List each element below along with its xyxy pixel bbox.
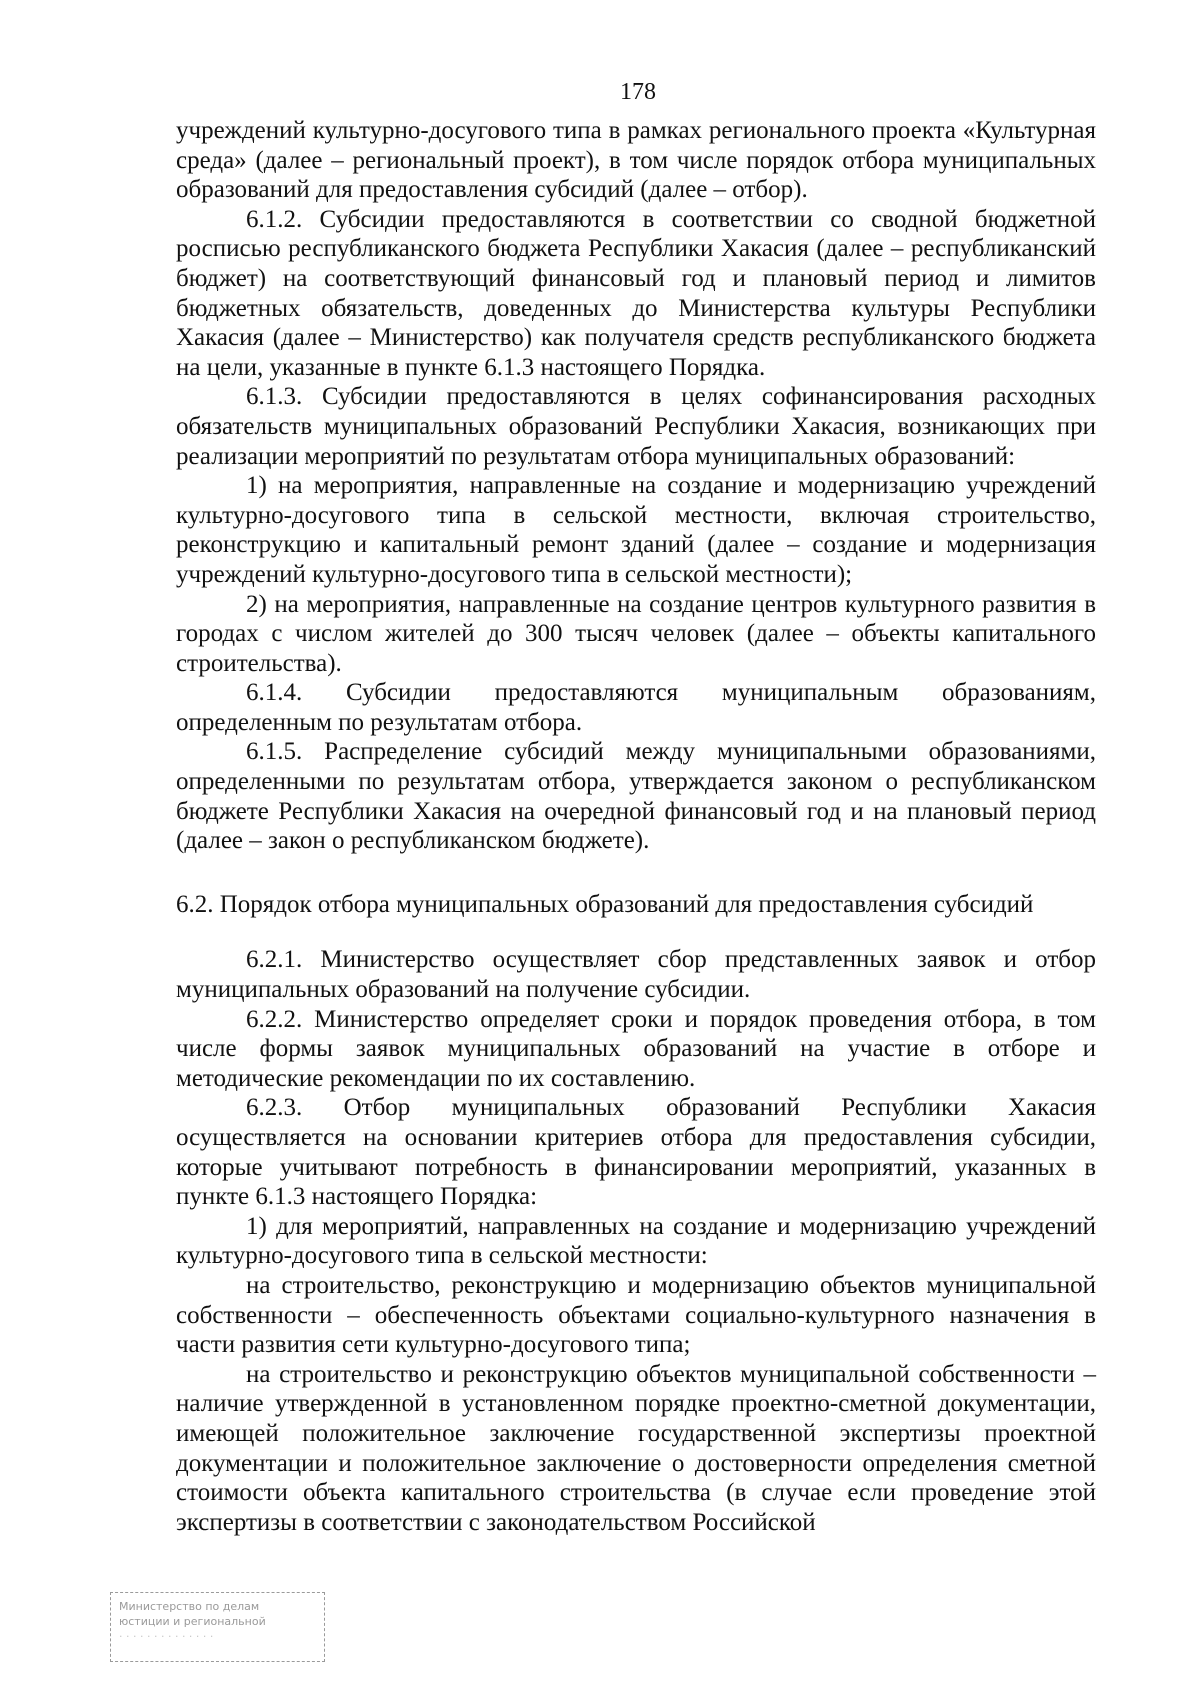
stamp-line-2: юстиции и региональной xyxy=(119,1615,266,1628)
paragraph-6-2-3-criterion-2: на строительство и реконструкцию объектов муниципальной собственности – наличие утвержденной в установленном порядке проектно-сметной документации, имеющей положительное заключение государственной экспертизы проектной документации и положительное заключение о достоверности определения сметной стоимости объекта капитального строительства (в случае если проведение этой экспертизы в соответствии с законодательством Российской xyxy=(176,1360,1096,1536)
paragraph-6-2-2: 6.2.2. Министерство определяет сроки и порядок проведения отбора, в том числе формы заявок муниципальных образований на участие в отборе и методические рекомендации по их составлению. xyxy=(176,1005,1096,1092)
paragraph-6-1-3: 6.1.3. Субсидии предоставляются в целях софинансирования расходных обязательств муниципальных образований Республики Хакасия, возникающих при реализации мероприятий по результатам отбора муниципальных образований: xyxy=(176,383,1096,470)
paragraph-6-2-3-criterion-1: на строительство, реконструкцию и модернизацию объектов муниципальной собственности – обеспеченность объектами социально-культурного назначения в части развития сети культурно-досугового типа; xyxy=(176,1271,1096,1359)
paragraph-6-2-1: 6.2.1. Министерство осуществляет сбор представленных заявок и отбор муниципальных образований на получение субсидии. xyxy=(176,946,1096,1004)
paragraph-6-2-3: 6.2.3. Отбор муниципальных образований Республики Хакасия осуществляется на основании критериев отбора для предоставления субсидии, которые учитывают потребность в финансировании мероприятий, указанных в пункте 6.1.3 настоящего Порядка: xyxy=(176,1094,1096,1211)
paragraph-6-2-3-item-1: 1) для мероприятий, направленных на создание и модернизацию учреждений культурно-досугового типа в сельской местности: xyxy=(176,1212,1096,1270)
paragraph-6-1-4: 6.1.4. Субсидии предоставляются муниципальным образованиям, определенным по результатам отбора. xyxy=(176,679,1096,736)
page-number: 178 xyxy=(620,79,656,105)
paragraph-6-1-3-item-1: 1) на мероприятия, направленные на создание и модернизацию учреждений культурно-досугового типа в сельской местности, включая строительство, реконструкцию и капитальный ремонт зданий (далее – создание и модернизация учреждений культурно-досугового типа в сельской местности); xyxy=(176,472,1096,588)
paragraph-6-1-2: 6.1.2. Субсидии предоставляются в соответствии со сводной бюджетной росписью республиканского бюджета Республики Хакасия (далее – республиканский бюджет) на соответствующий финансовый год и плановый период и лимитов бюджетных обязательств, доведенных до Министерства культуры Республики Хакасия (далее – Министерство) как получателя средств республиканского бюджета на цели, указанные в пункте 6.1.3 настоящего Порядка. xyxy=(176,205,1096,381)
paragraph-6-1-3-item-2: 2) на мероприятия, направленные на создание центров культурного развития в городах с числом жителей до 300 тысяч человек (далее – объекты капитального строительства). xyxy=(176,590,1096,677)
stamp-line-1: Министерство по делам xyxy=(119,1600,260,1613)
section-heading-6-2: 6.2. Порядок отбора муниципальных образований для предоставления субсидий xyxy=(176,890,1034,918)
paragraph-6-1-5: 6.1.5. Распределение субсидий между муниципальными образованиями, определенными по результатам отбора, утверждается законом о республиканском бюджете Республики Хакасия на очередной финансовый год и на плановый период (далее – закон о республиканском бюджете). xyxy=(176,738,1096,855)
registration-stamp xyxy=(110,1592,325,1662)
stamp-line-3: · · · · · · · · · · · · · · xyxy=(119,1630,214,1643)
paragraph-continuation: учреждений культурно-досугового типа в рамках регионального проекта «Культурная среда» (далее – региональный проект), в том числе порядок отбора муниципальных образований для предоставления субсидий (далее – отбор). xyxy=(176,117,1096,204)
document-body xyxy=(176,116,1096,1537)
